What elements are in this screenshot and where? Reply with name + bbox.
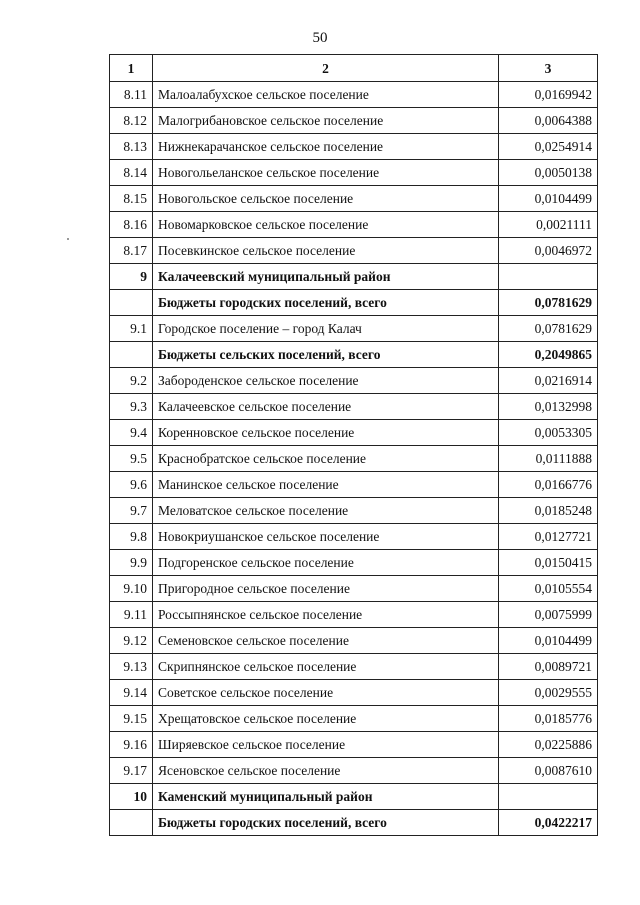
table-body [110, 82, 598, 836]
table-header-row [110, 55, 598, 82]
row-value-cell: 0,0087610 [499, 758, 598, 784]
table-row [110, 758, 598, 784]
row-value-cell: 0,0132998 [499, 394, 598, 420]
row-number-cell: 9.9 [110, 550, 153, 576]
row-number-cell: 9.12 [110, 628, 153, 654]
table-row [110, 264, 598, 290]
row-number-cell: 9.15 [110, 706, 153, 732]
row-name-cell: Советское сельское поселение [153, 680, 499, 706]
row-number-cell: 9.5 [110, 446, 153, 472]
row-value-cell: 0,0111888 [499, 446, 598, 472]
row-name-cell: Пригородное сельское поселение [153, 576, 499, 602]
table-row [110, 732, 598, 758]
table-row [110, 420, 598, 446]
column-header-3: 3 [499, 55, 598, 82]
row-name-cell: Бюджеты сельских поселений, всего [153, 342, 499, 368]
row-name-cell: Манинское сельское поселение [153, 472, 499, 498]
page-number: 50 [312, 30, 328, 46]
row-value-cell: 0,0127721 [499, 524, 598, 550]
row-number-cell: 8.11 [110, 82, 153, 108]
table-row [110, 290, 598, 316]
row-value-cell: 0,0166776 [499, 472, 598, 498]
row-value-cell: 0,0029555 [499, 680, 598, 706]
table-row [110, 576, 598, 602]
row-value-cell [499, 784, 598, 810]
row-value-cell: 0,0216914 [499, 368, 598, 394]
row-number-cell: 8.14 [110, 160, 153, 186]
row-name-cell: Краснобратское сельское поселение [153, 446, 499, 472]
row-value-cell: 0,0089721 [499, 654, 598, 680]
row-name-cell: Семеновское сельское поселение [153, 628, 499, 654]
table-row [110, 654, 598, 680]
row-value-cell: 0,0150415 [499, 550, 598, 576]
table-row [110, 472, 598, 498]
row-value-cell: 0,0104499 [499, 628, 598, 654]
row-name-cell: Хрещатовское сельское поселение [153, 706, 499, 732]
row-number-cell: 8.17 [110, 238, 153, 264]
table-row [110, 524, 598, 550]
row-value-cell: 0,0781629 [499, 290, 598, 316]
table-row [110, 82, 598, 108]
row-number-cell: 9.11 [110, 602, 153, 628]
row-name-cell: Бюджеты городских поселений, всего [153, 290, 499, 316]
row-name-cell: Новомарковское сельское поселение [153, 212, 499, 238]
column-header-2: 2 [153, 55, 499, 82]
row-number-cell: 8.12 [110, 108, 153, 134]
table-row [110, 628, 598, 654]
table-row [110, 368, 598, 394]
row-number-cell: 10 [110, 784, 153, 810]
row-value-cell: 0,0169942 [499, 82, 598, 108]
table-row [110, 134, 598, 160]
table-row [110, 186, 598, 212]
row-number-cell: 9.7 [110, 498, 153, 524]
row-value-cell: 0,0050138 [499, 160, 598, 186]
row-value-cell: 0,0105554 [499, 576, 598, 602]
table-row [110, 238, 598, 264]
table-row [110, 602, 598, 628]
row-value-cell: 0,0185776 [499, 706, 598, 732]
row-number-cell [110, 342, 153, 368]
table-row [110, 394, 598, 420]
row-name-cell: Калачеевское сельское поселение [153, 394, 499, 420]
row-value-cell: 0,0254914 [499, 134, 598, 160]
row-name-cell: Ширяевское сельское поселение [153, 732, 499, 758]
row-name-cell: Нижнекарачанское сельское поселение [153, 134, 499, 160]
row-number-cell: 9.16 [110, 732, 153, 758]
row-number-cell: 9.1 [110, 316, 153, 342]
column-header-1: 1 [110, 55, 153, 82]
table-row [110, 316, 598, 342]
row-name-cell: Россыпнянское сельское поселение [153, 602, 499, 628]
row-name-cell: Малоалабухское сельское поселение [153, 82, 499, 108]
row-number-cell: 9.14 [110, 680, 153, 706]
table-row [110, 342, 598, 368]
row-name-cell: Малогрибановское сельское поселение [153, 108, 499, 134]
row-number-cell: 9.17 [110, 758, 153, 784]
row-number-cell: 8.13 [110, 134, 153, 160]
row-number-cell: 9.10 [110, 576, 153, 602]
table-row [110, 680, 598, 706]
row-number-cell: 9.3 [110, 394, 153, 420]
row-number-cell: 9.4 [110, 420, 153, 446]
table-row [110, 446, 598, 472]
row-name-cell: Новогольеланское сельское поселение [153, 160, 499, 186]
row-value-cell: 0,0781629 [499, 316, 598, 342]
row-name-cell: Ясеновское сельское поселение [153, 758, 499, 784]
row-name-cell: Коренновское сельское поселение [153, 420, 499, 446]
row-name-cell: Меловатское сельское поселение [153, 498, 499, 524]
row-value-cell [499, 264, 598, 290]
table-row [110, 108, 598, 134]
row-name-cell: Новогольское сельское поселение [153, 186, 499, 212]
table-row [110, 706, 598, 732]
row-name-cell: Бюджеты городских поселений, всего [153, 810, 499, 836]
table-row [110, 498, 598, 524]
row-value-cell: 0,0053305 [499, 420, 598, 446]
row-number-cell: 8.16 [110, 212, 153, 238]
row-value-cell: 0,0075999 [499, 602, 598, 628]
row-value-cell: 0,0064388 [499, 108, 598, 134]
row-value-cell: 0,0046972 [499, 238, 598, 264]
row-number-cell: 9.13 [110, 654, 153, 680]
table-row [110, 550, 598, 576]
budget-share-table [109, 54, 598, 836]
row-name-cell: Посевкинское сельское поселение [153, 238, 499, 264]
table-row [110, 212, 598, 238]
table-row [110, 160, 598, 186]
row-value-cell: 0,0185248 [499, 498, 598, 524]
row-name-cell: Новокриушанское сельское поселение [153, 524, 499, 550]
row-number-cell: 9.2 [110, 368, 153, 394]
row-value-cell: 0,0225886 [499, 732, 598, 758]
row-name-cell: Скрипнянское сельское поселение [153, 654, 499, 680]
row-name-cell: Городское поселение – город Калач [153, 316, 499, 342]
row-name-cell: Забороденское сельское поселение [153, 368, 499, 394]
row-number-cell: 8.15 [110, 186, 153, 212]
scan-speck [67, 238, 69, 240]
row-name-cell: Подгоренское сельское поселение [153, 550, 499, 576]
row-value-cell: 0,0104499 [499, 186, 598, 212]
row-value-cell: 0,0422217 [499, 810, 598, 836]
row-number-cell: 9.8 [110, 524, 153, 550]
row-value-cell: 0,2049865 [499, 342, 598, 368]
row-name-cell: Калачеевский муниципальный район [153, 264, 499, 290]
row-name-cell: Каменский муниципальный район [153, 784, 499, 810]
table-row [110, 810, 598, 836]
row-number-cell [110, 290, 153, 316]
row-number-cell: 9.6 [110, 472, 153, 498]
row-number-cell [110, 810, 153, 836]
row-number-cell: 9 [110, 264, 153, 290]
table-row [110, 784, 598, 810]
row-value-cell: 0,0021111 [499, 212, 598, 238]
